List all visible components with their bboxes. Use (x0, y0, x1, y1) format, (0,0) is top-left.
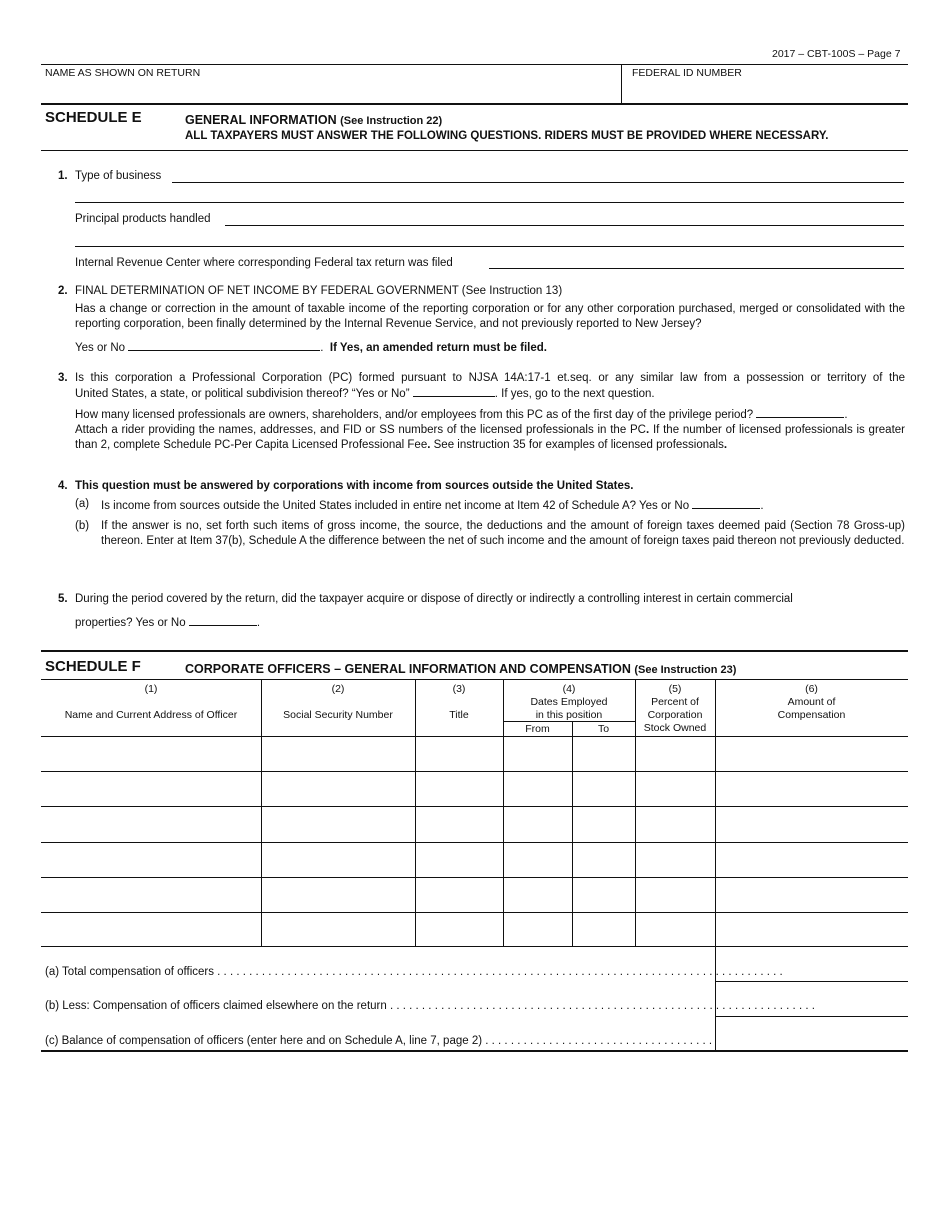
officer-title-cell[interactable] (417, 913, 501, 945)
q2-number: 2. (58, 285, 68, 297)
officer-amount-cell[interactable] (717, 843, 906, 876)
officer-percent-cell[interactable] (637, 843, 713, 876)
q3-yesno-field[interactable] (413, 385, 495, 397)
type-of-business-label: Type of business (75, 170, 162, 182)
officer-to-cell[interactable] (574, 772, 633, 805)
officer-percent-cell[interactable] (637, 737, 713, 770)
officer-title-cell[interactable] (417, 807, 501, 841)
col6-header: (6) Amount of Compensation (777, 683, 846, 721)
col5-header: (5) Percent of Corporation Stock Owned (643, 683, 707, 734)
officer-percent-cell[interactable] (637, 878, 713, 911)
q3-number: 3. (58, 372, 68, 384)
q4b-label: (b) (75, 520, 90, 532)
q1-number: 1. (58, 170, 68, 182)
col2-header: (2) Social Security Number (283, 683, 393, 721)
q5-number: 5. (58, 593, 68, 605)
col3-header: (3) Title (449, 683, 469, 721)
table-top-border (41, 679, 908, 680)
q3-how-many-line: How many licensed professionals are owners, shareholders, and/or employees from this PC as of the first day of the privilege period? . (75, 406, 848, 422)
q2-yesno-line: Yes or No . If Yes, an amended return must be filed. (75, 339, 547, 355)
table-bottom-border (41, 1050, 908, 1052)
q4a-line: Is income from sources outside the United States included in entire net income at Item 42 of Schedule A? Yes or No . (101, 497, 764, 513)
row-line (715, 1016, 908, 1017)
principal-products-field-2[interactable] (75, 246, 904, 247)
officer-title-cell[interactable] (417, 737, 501, 770)
q3-rider-text: Attach a rider providing the names, addresses, and FID or SS numbers of the licensed professionals in the PC. If the number of licensed professionals is greater than 2, complete Schedule PC-Per Capita Licensed Professional Fee. See instruction 35 for examples of licensed professionals. (75, 424, 905, 451)
divider (41, 650, 908, 652)
officer-percent-cell[interactable] (637, 807, 713, 841)
officer-ssn-cell[interactable] (263, 878, 413, 911)
principal-products-field[interactable] (225, 225, 904, 226)
divider (41, 64, 908, 65)
officer-name-cell[interactable] (43, 913, 259, 945)
officer-title-cell[interactable] (417, 878, 501, 911)
officer-to-cell[interactable] (574, 807, 633, 841)
date-subheader-line (503, 721, 635, 722)
officer-name-cell[interactable] (43, 772, 259, 805)
col-divider (635, 679, 636, 946)
officer-ssn-cell[interactable] (263, 772, 413, 805)
officer-amount-cell[interactable] (717, 878, 906, 911)
officer-ssn-cell[interactable] (263, 737, 413, 770)
page-number: 2017 – CBT-100S – Page 7 (772, 48, 901, 60)
q4a-label: (a) (75, 498, 90, 510)
schedule-f-title: SCHEDULE F (45, 658, 141, 675)
total-compensation-label: (a) Total compensation of officers . . . . . . . . . . . . . . . . . . . . . . . . . . . . . . . . . . . . . . . . . . . . . . . . . . . . . . . . . . . . . . . . . . . . . . . . . . . . . . . . . . . . . . . . . (45, 966, 783, 978)
q2-text: Has a change or correction in the amount of taxable income of the reporting corporation or for any other corporation purchased, merged or consolidated with the reporting corporation, been finally determined by the Internal Revenue Service, and not previously reported to New Jersey? (75, 303, 905, 330)
col-divider (715, 679, 716, 1051)
divider (41, 103, 908, 105)
officer-from-cell[interactable] (505, 913, 570, 945)
officer-name-cell[interactable] (43, 737, 259, 770)
officer-to-cell[interactable] (574, 913, 633, 945)
row-line (41, 946, 908, 947)
col-divider (503, 679, 504, 946)
q5-yesno-field[interactable] (189, 614, 257, 626)
officer-from-cell[interactable] (505, 843, 570, 876)
col-divider (415, 679, 416, 946)
q2-title: FINAL DETERMINATION OF NET INCOME BY FEDERAL GOVERNMENT (See Instruction 13) (75, 285, 563, 297)
balance-compensation-label: (c) Balance of compensation of officers (enter here and on Schedule A, line 7, page 2) . . . . . . . . . . . . . . . . . . . . . . . . . . . . . . . . . . . . (45, 1035, 713, 1047)
officer-title-cell[interactable] (417, 772, 501, 805)
col4-to-header: To (597, 723, 610, 735)
irs-center-label: Internal Revenue Center where corresponding Federal tax return was filed (75, 257, 453, 269)
total-compensation-field[interactable] (717, 948, 906, 980)
officer-title-cell[interactable] (417, 843, 501, 876)
officer-percent-cell[interactable] (637, 772, 713, 805)
schedule-f-heading: CORPORATE OFFICERS – GENERAL INFORMATION AND COMPENSATION (See Instruction 23) (185, 662, 737, 676)
divider (621, 64, 622, 104)
q3-text-a: Is this corporation a Professional Corporation (PC) formed pursuant to NJSA 14A:17-1 et.seq. or any similar law from a possession or territory of the (75, 372, 905, 384)
col1-header: (1) Name and Current Address of Officer (64, 683, 238, 721)
officer-ssn-cell[interactable] (263, 807, 413, 841)
officer-ssn-cell[interactable] (263, 843, 413, 876)
q3-how-many-field[interactable] (756, 406, 844, 418)
q4b-text: If the answer is no, set forth such items of gross income, the source, the deductions and the amount of foreign taxes deemed paid (Section 78 Gross-up) thereon. Enter at Item 37(b), Schedule A the difference between the net of such income and the amount of foreign taxes paid thereon not previously deducted. (101, 520, 905, 547)
type-of-business-field[interactable] (172, 182, 904, 183)
officer-amount-cell[interactable] (717, 807, 906, 841)
q5-text: During the period covered by the return, did the taxpayer acquire or dispose of directly or indirectly a controlling interest in certain commercial (75, 593, 793, 605)
col4-from-header: From (525, 723, 550, 735)
q5-yesno-line: properties? Yes or No . (75, 614, 260, 630)
officer-from-cell[interactable] (505, 772, 570, 805)
col-divider (261, 679, 262, 946)
q2-yesno-field[interactable] (128, 339, 320, 351)
balance-compensation-field[interactable] (717, 1018, 906, 1050)
officer-to-cell[interactable] (574, 843, 633, 876)
less-compensation-label: (b) Less: Compensation of officers claimed elsewhere on the return . . . . . . . . . . . . . . . . . . . . . . . . . . . . . . . . . . . . . . . . . . . . . . . . . . . . . . . . . . . . . . . . . . . (45, 1000, 815, 1012)
col4-header: (4) Dates Employed in this position (530, 683, 608, 721)
officer-from-cell[interactable] (505, 807, 570, 841)
fein-field[interactable] (628, 79, 904, 101)
q4-number: 4. (58, 480, 68, 492)
fein-label: FEDERAL ID NUMBER (632, 67, 742, 79)
type-of-business-field-2[interactable] (75, 202, 904, 203)
officer-from-cell[interactable] (505, 737, 570, 770)
officer-ssn-cell[interactable] (263, 913, 413, 945)
principal-products-label: Principal products handled (75, 213, 211, 225)
officer-to-cell[interactable] (574, 737, 633, 770)
officer-name-cell[interactable] (43, 807, 259, 841)
q3-text-b-line: United States, a state, or political subdivision thereof? “Yes or No” . If yes, go to the next question. (75, 385, 655, 401)
officer-name-cell[interactable] (43, 843, 259, 876)
schedule-e-heading: GENERAL INFORMATION (See Instruction 22) (185, 113, 443, 127)
q4-title: This question must be answered by corporations with income from sources outside the United States. (75, 480, 634, 492)
divider (41, 150, 908, 151)
name-field[interactable] (44, 79, 614, 101)
officer-from-cell[interactable] (505, 878, 570, 911)
name-label: NAME AS SHOWN ON RETURN (45, 67, 201, 79)
irs-center-field[interactable] (489, 268, 904, 269)
officer-to-cell[interactable] (574, 878, 633, 911)
officer-name-cell[interactable] (43, 878, 259, 911)
officer-amount-cell[interactable] (717, 737, 906, 770)
row-line (715, 981, 908, 982)
schedule-e-title: SCHEDULE E (45, 109, 142, 126)
less-compensation-field[interactable] (717, 983, 906, 1015)
officer-amount-cell[interactable] (717, 772, 906, 805)
q4a-yesno-field[interactable] (692, 497, 760, 509)
schedule-e-subheading: ALL TAXPAYERS MUST ANSWER THE FOLLOWING QUESTIONS. RIDERS MUST BE PROVIDED WHERE NECESSARY. (185, 130, 829, 142)
officer-percent-cell[interactable] (637, 913, 713, 945)
officer-amount-cell[interactable] (717, 913, 906, 945)
